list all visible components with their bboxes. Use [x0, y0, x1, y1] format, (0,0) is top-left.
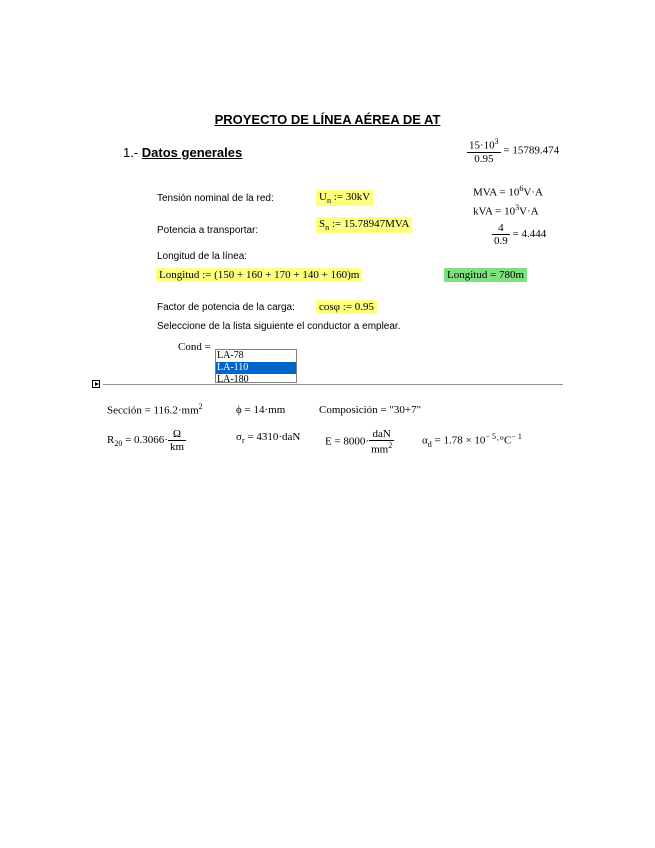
calc-fraction-result: = 4.444 — [512, 228, 547, 241]
result-alpha-dilatacion: $\alpha_d = 1.78 \times 10^{- 5}\cdot^\circ C^{- 1}$ — [422, 432, 522, 449]
unit-kva: kVA = $10^3V\cdot A$ — [473, 203, 539, 218]
result-seccion: Sección = $116.2\cdot mm^2$ — [107, 402, 203, 417]
result-composicion: Composición = "30+7" — [319, 404, 422, 416]
calc-fraction-region — [492, 222, 546, 247]
cond-label: Cond = — [178, 341, 211, 353]
factor-definition[interactable]: cosφ := 0.95 — [316, 300, 377, 314]
calc-top-result: = 15789.474 — [503, 144, 560, 157]
listbox-option-la-78[interactable]: LA-78 — [217, 350, 244, 361]
calc-fraction: $\frac{4}{0.9}$ — [494, 222, 508, 247]
listbox-option-la-110[interactable]: LA-110 — [216, 362, 296, 374]
calc-top-region — [467, 137, 559, 165]
potencia-definition[interactable]: $S_n$ := 15.78947MVA — [316, 217, 412, 233]
result-sigma-rotura: $\sigma_r = 4310\cdot daN$ — [236, 431, 301, 446]
page-title: PROYECTO DE LÍNEA AÉREA DE AT — [214, 112, 441, 127]
unit-mva: MVA = $10^6V\cdot A$ — [473, 184, 543, 199]
section-heading — [123, 145, 242, 160]
longitud-label: Longitud de la línea: — [157, 251, 248, 262]
region-divider — [103, 384, 563, 385]
longitud-definition[interactable]: Longitud := (150 + 160 + 170 + 140 + 160)m — [156, 268, 362, 282]
select-prompt: Seleccione de la lista siguiente el conductor a emplear. — [157, 321, 401, 332]
result-diametro: ϕ = 14·mm — [236, 404, 286, 416]
factor-label: Factor de potencia de la carga: — [157, 302, 295, 313]
listbox-option-la-180[interactable]: LA-180 — [217, 374, 249, 383]
tension-label: Tensión nominal de la red: — [157, 193, 274, 204]
longitud-result: Longitud = 780m — [444, 268, 527, 282]
region-collapse-icon[interactable] — [92, 380, 100, 388]
potencia-label: Potencia a transportar: — [157, 225, 259, 236]
section-number: 1.- — [123, 145, 139, 160]
section-label: Datos generales — [141, 145, 243, 160]
result-r20: $R_{20} = 0.3066\cdot$ $\frac{\Omega}{km}$ — [107, 428, 185, 453]
conductor-listbox[interactable] — [215, 349, 297, 383]
calc-top-fraction: $\frac{15\cdot 10^3}{0.95}$ — [469, 137, 499, 165]
tension-definition[interactable]: $U_n$ := 30kV — [316, 190, 373, 206]
result-modulo-elasticidad: E = 8000· $\frac{\text{daN}}{mm^2}$ — [325, 428, 393, 456]
